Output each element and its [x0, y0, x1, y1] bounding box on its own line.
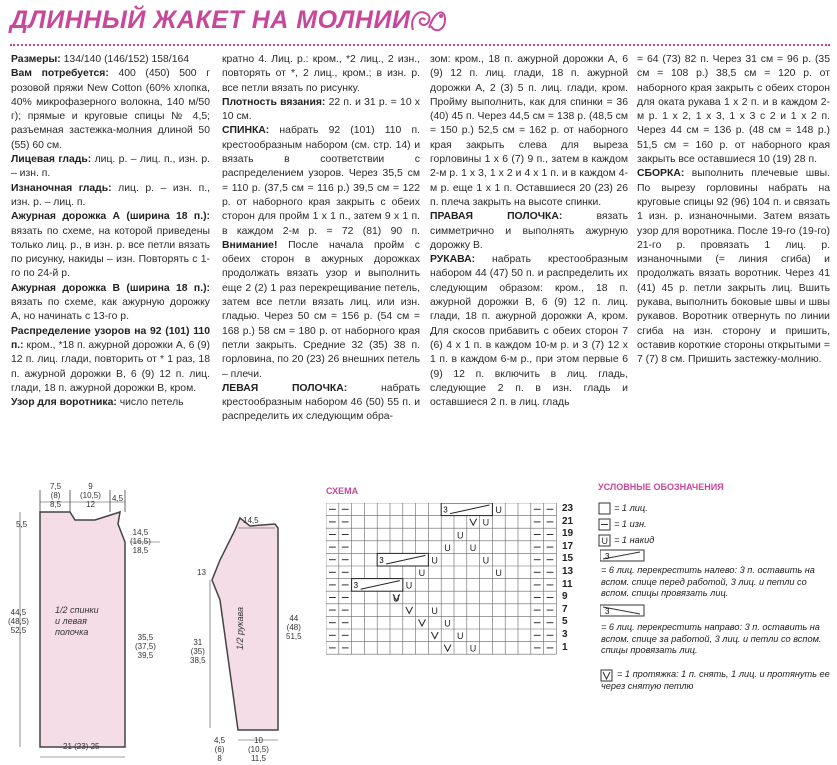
chart-row-number: 9	[562, 591, 568, 603]
chart-title: СХЕМА	[326, 486, 359, 496]
chart-cable-count: 3	[443, 505, 448, 515]
legend-title: УСЛОВНЫЕ ОБОЗНАЧЕНИЯ	[598, 482, 724, 492]
dim-top-mid: 9 (10,5) 12	[80, 482, 101, 509]
dim-side: 35,5 (37,5) 39,5	[135, 633, 156, 660]
svg-text:3: 3	[605, 552, 610, 561]
chart-yarnover-mark: U	[482, 517, 490, 528]
chart-slip-mark	[419, 619, 426, 626]
chart-cable-mark	[352, 579, 403, 592]
chart-yarnover-mark: U	[495, 505, 502, 516]
chart-yarnover-mark: U	[393, 593, 400, 604]
legend-cable-right: = 6 лиц. перекрестить направо: 3 п. оставить на вспом. спице за работой, 3 лиц. и петли со вспом. спицы провязать лиц.	[601, 622, 822, 655]
chart-yarnover-mark: U	[405, 580, 413, 591]
chart-row-number: 21	[562, 515, 574, 527]
sleeve-piece-label: 1/2 рукава	[235, 607, 245, 650]
chart-row-number: 5	[562, 616, 568, 628]
chart-yarnover-mark: U	[469, 542, 477, 553]
legend-knit: = 1 лиц.	[614, 503, 648, 513]
chart-row-number: 7	[562, 603, 568, 615]
sleeve-dim-bottom-right: 10 (10,5) 11,5	[248, 736, 269, 763]
page-title: ДЛИННЫЙ ЖАКЕТ НА МОЛНИИ	[10, 6, 411, 34]
legend-yarnover: = 1 накид	[614, 535, 655, 545]
chart-row-number: 23	[562, 503, 574, 514]
chart-cable-mark	[441, 503, 492, 516]
chart-yarnover-mark: U	[469, 643, 477, 654]
chart-yarnover-mark: U	[457, 631, 464, 642]
chart-yarnover-mark: U	[431, 555, 438, 566]
sleeve-piece-shape	[212, 518, 278, 730]
chart-yarnover-mark: U	[482, 555, 490, 566]
body-piece-label: 1/2 спинки и левая полочка	[55, 605, 99, 637]
dim-top-left: 7,5 (8) 8,5	[50, 482, 62, 509]
chart-cable-count: 3	[353, 581, 359, 591]
svg-text:U: U	[601, 536, 608, 546]
dim-armhole: 14,5 (16,5) 18,5	[130, 528, 151, 555]
chart-yarnover-mark: U	[457, 530, 464, 541]
text-column-1: Размеры: 134/140 (146/152) 158/164 Вам потребуется: 400 (450) 500 г розовой пряжи New Cotton (60% хлопка, 40% микрофазерного волокна, 140 м/50 г); прямые и круговые спицы № 4,5; разъемная застежка-молния длиной 50 (55) 60 см. Лицевая гладь: лиц. р. – лиц. п., изн. р. – изн. п. Изнаночная гладь: лиц. р. – изн. п., изн. р. – лиц. п. Ажурная дорожка А (ширина 18 п.): вязать по схеме, на которой приведены только лиц. р., в изн. р. все петли вязать по рисунку, накиды – изн. Повторять с 1-го по 24-й р. Ажурная дорожка В (ширина 18 п.): вязать по схеме, как ажурную дорожку А, но начинать с 13-го р. Распределение узоров на 92 (101) 110 п.: кром., *18 п. ажурной дорожки А, 6 (9) 12 п. лиц. глади, повторить от * 1 раз, 18 п. ажурной дорожки В, 6 (9) 12 п. лиц. глади, 18 п. ажурной дорожки В, кром. Узор для воротника: число петель	[11, 54, 210, 409]
chart-slip-mark	[444, 645, 451, 652]
sleeve-schematic	[190, 500, 330, 765]
chart-row-number: 19	[562, 528, 574, 540]
chart-cable-mark	[377, 553, 428, 566]
body-schematic	[0, 472, 200, 765]
header-divider	[10, 44, 830, 46]
chart-yarnover-mark: U	[431, 605, 438, 616]
chart-slip-mark	[431, 632, 438, 639]
chart-row-number: 3	[562, 629, 568, 640]
chart-yarnover-mark: U	[444, 618, 451, 629]
knitting-chart	[326, 503, 558, 661]
decor-ornament-icon	[405, 0, 450, 40]
legend-purl: = 1 изн.	[614, 519, 647, 529]
text-column-2: кратно 4. Лиц. р.: кром., *2 лиц., 2 изн., повторять от *, 2 лиц., кром.; в изн. р. все петли вязать по рисунку. Плотность вязания: 22 п. и 31 р. = 10 х 10 см. СПИНКА: набрать 92 (101) 110 п. крестообразным набором (см. стр. 14) и вязать в соответствии с распределением узоров. Через 35,5 см = 110 р. (37,5 см = 116 р.) 39,5 см = 122 р. от наборного края закрыть с обеих сторон для пройм 1 х 1 п., затем 9 х 1 п. в каждом 2-м р. = 72 (81) 90 п. Внимание! После начала пройм с обеих сторон в ажурных дорожках продолжать вязать узор и выполнить еще 2 (2) 1 раз перекрещивание петель, затем все петли вязать лиц. или изн. гладью. Через 50 см = 156 р. (54 см = 168 р.) 58 см = 180 р. от наборного края петли закрыть. Средние 32 (35) 38 п. горловина, по 20 (23) 26 внешних петель – плечи. ЛЕВАЯ ПОЛОЧКА: набрать крестообразным набором 46 (50) 55 п. и распределить их следующим обра-	[222, 54, 421, 423]
sleeve-dim-cap: 13	[197, 568, 206, 577]
dim-neck: 5,5	[16, 520, 28, 529]
chart-yarnover-mark: U	[444, 542, 451, 553]
legend-cable-left-icon	[600, 549, 650, 563]
chart-slip-mark	[406, 607, 413, 614]
chart-row-number: 1	[562, 641, 568, 653]
dim-top-right: 4,5	[112, 494, 124, 503]
legend-cable-left: = 6 лиц. перекрестить налево: 3 п. оставить на вспом. спице перед работой, 3 лиц. и петли со вспом. спицы провязать лиц.	[601, 565, 815, 598]
chart-row-number: 13	[562, 566, 574, 577]
sleeve-dim-top: 14,5	[243, 516, 259, 525]
svg-text:3: 3	[605, 607, 610, 616]
text-column-3: зом: кром., 18 п. ажурной дорожки А, 6 (9) 12 п. лиц. глади, 18 п. ажурной дорожки А, 2 (3) 5 п. лиц. глади, кром. Пройму выполнить, как для спинки = 36 (40) 45 п. Через 44,5 см = 138 р. (48,5 см = 150 р.) 52,5 см = 162 р. от наборного края закрыть слева для выреза горловины 1 х 6 (7) 9 п., затем в каждом 2-м р. 1 х 3, 1 х 2 и 4 х 1 п. и в каждом 4-м р. еще 1 х 1 п. Оставшиеся 20 (23) 26 п. плеча закрыть на высоте спинки. ПРАВАЯ ПОЛОЧКА: вязать симметрично и выполнять ажурную дорожку В. РУКАВА: набрать крестообразным набором 44 (47) 50 п. и распределить их следующим образом: кром., 18 п. ажурной дорожки В, 6 (9) 12 п. лиц. глади, 18 п. ажурной дорожки А, кром. Для скосов прибавить с обеих сторон 7 (6) 4 х 1 п. в каждом 10-м р. и 3 (7) 12 х 1 п. в каждом 6-м р., при этом первые 6 (9) 12 п. включить в лиц. гладь, следующие 2 п. в изн. гладь и оставшиеся 2 п. в лиц. гладь	[430, 54, 629, 409]
sleeve-dim-bottom-left: 4,5 (6) 8	[214, 736, 226, 763]
sleeve-dim-right: 44 (48) 51,5	[286, 614, 302, 641]
chart-yarnover-mark: U	[495, 568, 502, 579]
chart-slip-mark	[470, 519, 477, 526]
dim-width: 21 (23) 25	[63, 742, 100, 751]
legend-slip: = 1 протяжка: 1 п. снять, 1 лиц. и протянуть ее через снятую петлю	[601, 669, 830, 691]
dim-total-height: 44,5 (48,5) 52,5	[8, 608, 29, 635]
sleeve-dim-left: 31 (35) 38,5	[190, 638, 206, 665]
chart-row-number: 11	[562, 578, 573, 590]
chart-row-number: 17	[562, 540, 574, 552]
chart-row-number: 15	[562, 553, 574, 565]
chart-cable-count: 3	[379, 556, 384, 565]
legend-cable-right-icon	[600, 604, 650, 618]
text-column-4: = 64 (73) 82 п. Через 31 см = 96 р. (35 см = 108 р.) 38,5 см = 120 р. от наборного края закрыть с обеих сторон для оката рукава 1 х 2 п. и в каждом 2-м р. 1 х 2, 1 х 3, 1 х 3 с 2 и 1 х 2 п. Через 44 см = 136 р. (48 см = 148 р.) 51,5 см = 160 р. от наборного края закрыть все оставшиеся 10 (19) 28 п. СБОРКА: выполнить плечевые швы. По вырезу горловины набрать на круговые спицы 92 (96) 104 п. и связать 1 изн. р. изнаночными. Затем вязать узор для воротника. После 19-го (19-го) 21-го р. провязать 1 лиц. р. изнаночными (= линия сгиба) и продолжать вязать воротник. Через 41 (41) 45 р. петли закрыть лиц. Вшить рукава, выполнить боковые швы и швы рукавов. Воротник отвернуть по линии сгиба на изн. сторону и пришить, оставив короткие стороны открытыми = 7 (7) 8 см. Пришить застежку-молнию.	[637, 54, 830, 366]
chart-yarnover-mark: U	[418, 568, 426, 579]
